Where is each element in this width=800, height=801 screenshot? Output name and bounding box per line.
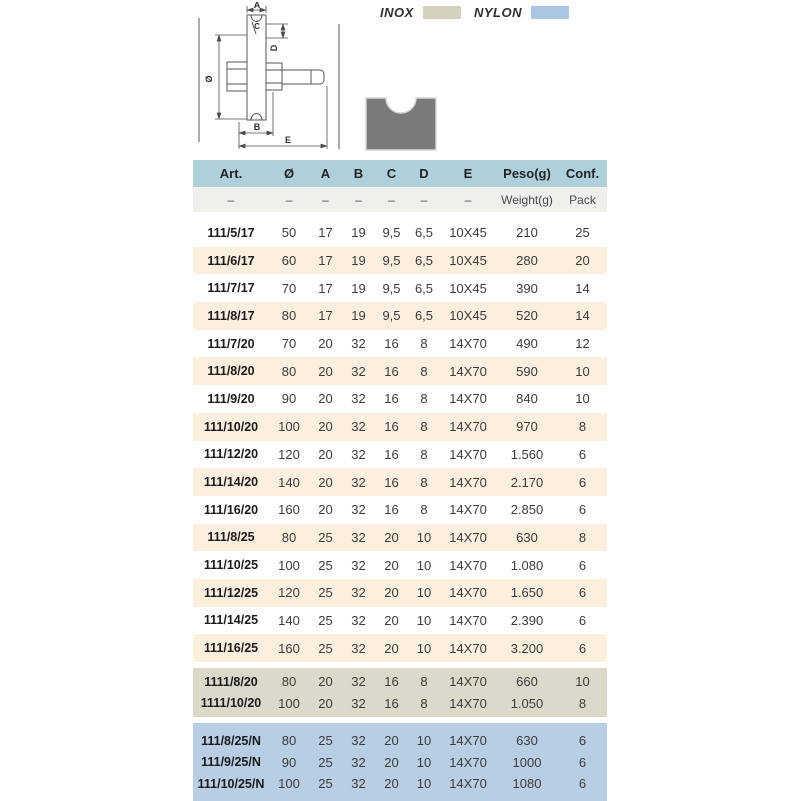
cell: 14X70 [449,391,487,407]
cell: 32 [351,640,366,656]
table-section-nylon [193,723,607,801]
cell: 25 [318,612,333,628]
cell: 32 [351,446,366,462]
inox-color-swatch [423,6,461,19]
row-article-code: 1111/8/20 [204,674,258,689]
cell: 1.650 [510,585,544,601]
cell: 20 [318,674,333,690]
cell: 20 [384,529,399,545]
table-row [193,524,607,552]
cell: 25 [318,529,333,545]
table-row [193,671,607,693]
cell: 20 [384,557,399,573]
cell: 8 [420,674,428,690]
header-cell: – [355,192,362,207]
cell: 6,5 [414,308,434,324]
header-cell: Ø [283,166,295,181]
cell: 32 [351,474,366,490]
cell: 10 [416,776,432,792]
cell: 3.200 [510,640,544,656]
cell: 9,5 [382,308,401,324]
row-article-code: 111/9/20 [207,391,255,406]
cell: 80 [281,529,297,545]
row-article-code: 111/8/25 [207,530,255,545]
cell: 10 [416,640,432,656]
table-row [193,773,607,795]
label-diameter: Ø [204,75,214,83]
table-row [193,579,607,607]
cell: 10X45 [449,280,487,296]
cell: 32 [351,336,366,352]
cell: 32 [351,557,366,573]
cell: 14X70 [449,695,487,711]
cell: 25 [318,585,333,601]
cell: 32 [351,529,366,545]
table-row [193,752,607,774]
nut [266,63,282,90]
header-cell: E [463,166,473,181]
cell: 10 [416,733,432,749]
cell: 490 [516,336,538,352]
legend-inox-label: INOX [380,5,414,20]
cell: 25 [318,776,333,792]
cell: 120 [278,585,300,601]
header-cell: Weight(g) [501,192,553,207]
cell: 20 [318,391,333,407]
cell: 630 [516,733,538,749]
row-article-code: 111/9/25/N [201,755,261,770]
cell: 25 [318,733,333,749]
row-article-code: 111/8/17 [207,308,255,323]
cell: 390 [516,280,538,296]
table-row [193,302,607,330]
cell: 100 [278,419,300,435]
cell: 210 [516,225,538,241]
cell: 16 [384,446,399,462]
cell: 14X70 [449,674,487,690]
groove-profile-shape [361,95,441,153]
cell: 8 [420,502,428,518]
cell: 90 [281,754,297,770]
table-row [193,693,607,715]
cell: 32 [351,695,366,711]
cell: 20 [318,446,333,462]
cell: 8 [420,419,428,435]
cell: 17 [318,253,333,269]
cell: 100 [278,695,300,711]
row-article-code: 111/14/25 [203,613,259,628]
cell: 32 [351,733,366,749]
header-cell: B [353,166,364,181]
cell: 8 [420,336,428,352]
cell: 80 [281,308,297,324]
spec-table [193,160,607,801]
table-row [193,634,607,662]
table-row [193,330,607,358]
table-row [193,357,607,385]
cell: 20 [318,474,333,490]
cell: 20 [318,336,333,352]
cell: 19 [351,280,366,296]
cell: 14X70 [449,336,487,352]
cell: 20 [384,612,399,628]
cell: 14X70 [449,776,487,792]
header-cell: Conf. [565,166,600,181]
header-cell: – [464,192,472,207]
cell: 32 [351,419,366,435]
cell: 16 [384,502,399,518]
row-article-code: 111/10/20 [203,419,259,434]
cell: 32 [351,754,366,770]
table-subheader-row [193,187,607,212]
cell: 8 [420,474,428,490]
cell: 160 [278,502,300,518]
cell: 32 [351,674,366,690]
cell: 6 [578,474,587,490]
table-row [193,496,607,524]
cell: 100 [278,557,300,573]
cell: 2.170 [510,474,544,490]
cell: 80 [281,733,297,749]
header-cell: D [419,166,429,181]
cell: 6 [578,502,587,518]
cell: 16 [384,363,399,379]
cell: 19 [351,308,366,324]
table-row [193,247,607,275]
cell: 140 [278,474,300,490]
row-article-code: 1111/10/20 [200,696,262,711]
cell: 10 [416,754,432,770]
header-cell: C [386,166,397,181]
cell: 32 [351,776,366,792]
cell: 20 [384,640,399,656]
cell: 25 [318,754,333,770]
cell: 32 [351,502,366,518]
cell: 9,5 [382,253,401,269]
cell: 25 [575,225,590,241]
cell: 6,5 [414,280,434,296]
label-B: B [253,122,261,132]
table-row [193,274,607,302]
cell: 17 [318,280,333,296]
cell: 8 [420,446,428,462]
cell: 60 [281,253,297,269]
cell: 2.850 [510,502,544,518]
header-cell: – [285,192,293,207]
table-row [193,607,607,635]
cell: 14X70 [449,502,487,518]
table-row [193,413,607,441]
cell: 20 [575,253,590,269]
cell: 9,5 [382,225,401,241]
bolt-head [227,62,247,91]
cell: 10 [416,557,432,573]
label-A: A [253,2,261,10]
table-section-inox [193,668,607,717]
row-article-code: 111/10/25 [203,558,259,573]
shaft [282,70,324,84]
row-article-code: 111/7/20 [207,336,255,351]
cell: 1000 [512,754,542,770]
cell: 520 [516,308,538,324]
cell: 80 [281,674,297,690]
row-article-code: 111/7/17 [207,281,255,296]
cell: 14 [575,280,590,296]
cell: 12 [575,336,590,352]
cell: 20 [384,585,399,601]
cell: 8 [420,695,428,711]
cell: 6 [578,446,587,462]
cell: 16 [384,391,399,407]
table-row [193,551,607,579]
cell: 10 [575,391,590,407]
cell: 10 [575,363,590,379]
cell: 20 [384,776,399,792]
cell: 10 [416,585,432,601]
row-article-code: 111/12/25 [203,585,259,600]
cell: 6 [578,557,587,573]
row-article-code: 111/12/20 [203,447,259,462]
cell: 16 [384,674,399,690]
row-article-code: 111/10/25/N [197,776,265,791]
cell: 1.080 [510,557,544,573]
header-cell: – [420,192,428,207]
cell: 970 [516,419,538,435]
nylon-color-swatch [531,6,569,19]
cell: 1.050 [510,695,544,711]
cell: 14X70 [449,529,487,545]
cell: 10 [416,612,432,628]
table-row [193,441,607,469]
cell: 6,5 [414,225,434,241]
cell: 20 [318,419,333,435]
cell: 14X70 [449,733,487,749]
cell: 20 [318,695,333,711]
cell: 8 [420,363,428,379]
row-article-code: 111/8/25/N [201,733,261,748]
cell: 20 [384,754,399,770]
cell: 630 [516,529,538,545]
header-cell: – [388,192,395,207]
header-cell: – [227,192,235,207]
cell: 2.390 [510,612,544,628]
cell: 19 [351,253,366,269]
cell: 6 [578,733,587,749]
cell: 14X70 [449,474,487,490]
cell: 8 [578,529,587,545]
cell: 14X70 [449,640,487,656]
table-header-row [193,160,607,187]
cell: 16 [384,695,399,711]
label-C: C [254,22,260,31]
pulley-technical-drawing [193,2,345,154]
cell: 17 [318,308,333,324]
row-article-code: 111/6/17 [207,253,255,268]
cell: 10X45 [449,225,487,241]
header-cell: Pack [569,192,596,207]
table-row [193,385,607,413]
legend-nylon [474,5,569,20]
cell: 14X70 [449,363,487,379]
cell: 6 [578,776,587,792]
cell: 20 [318,363,333,379]
cell: 19 [351,225,366,241]
cell: 16 [384,474,399,490]
table-row [193,468,607,496]
cell: 14X70 [449,754,487,770]
cell: 10X45 [449,253,487,269]
cell: 14X70 [449,585,487,601]
cell: 660 [516,674,538,690]
row-article-code: 111/8/20 [207,364,255,379]
header-cell: Art. [219,166,243,181]
cell: 8 [578,419,587,435]
cell: 10X45 [449,308,487,324]
cell: 20 [318,502,333,518]
row-article-code: 111/14/20 [203,475,259,490]
cell: 14X70 [449,557,487,573]
cell: 6 [578,754,587,770]
cell: 17 [318,225,333,241]
cell: 25 [318,557,333,573]
header-cell: – [322,192,329,207]
cell: 70 [281,280,297,296]
cell: 140 [278,612,300,628]
row-article-code: 111/16/20 [203,502,259,517]
cell: 120 [278,446,300,462]
cell: 160 [278,640,300,656]
cell: 20 [384,733,399,749]
cell: 1080 [512,776,542,792]
cell: 80 [281,363,297,379]
cell: 6 [578,612,587,628]
cell: 50 [281,225,297,241]
legend-inox [380,5,461,20]
cell: 14X70 [449,446,487,462]
table-row [193,730,607,752]
row-article-code: 111/5/17 [207,225,255,240]
cell: 32 [351,363,366,379]
cell: 32 [351,585,366,601]
cell: 32 [351,612,366,628]
cell: 1.560 [510,446,544,462]
cell: 32 [351,391,366,407]
cell: 280 [516,253,538,269]
cell: 70 [281,336,297,352]
row-article-code: 111/16/25 [203,641,259,656]
legend-nylon-label: NYLON [474,5,522,20]
cell: 6,5 [414,253,434,269]
cell: 9,5 [382,280,401,296]
cell: 16 [384,419,399,435]
cell: 10 [575,674,590,690]
cell: 14 [575,308,590,324]
table-body-main [193,219,607,662]
label-D: D [269,44,279,52]
table-row [193,219,607,247]
cell: 14X70 [449,419,487,435]
cell: 840 [516,391,538,407]
cell: 590 [516,363,538,379]
cell: 14X70 [449,612,487,628]
cell: 6 [578,585,587,601]
cell: 8 [420,391,428,407]
header-cell: A [320,166,331,181]
label-E: E [284,135,292,145]
cell: 90 [281,391,297,407]
cell: 16 [384,336,399,352]
header-cell: Peso(g) [503,166,551,181]
cell: 10 [416,529,432,545]
cell: 25 [318,640,333,656]
cell: 6 [578,640,587,656]
cell: 8 [578,695,587,711]
cell: 100 [278,776,300,792]
